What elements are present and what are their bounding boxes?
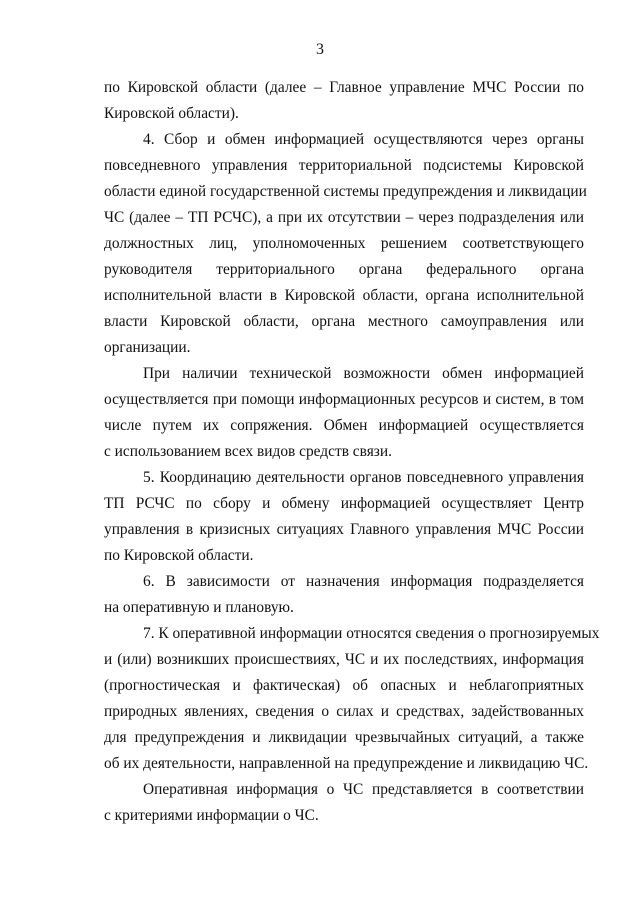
text-line: осуществляется при помощи информационных ресурсов и систем, в том: [104, 391, 584, 408]
text-line: для предупреждения и ликвидации чрезвычайных ситуаций, а также: [104, 729, 584, 746]
text-line: числе путем их сопряжения. Обмен информацией осуществляется: [104, 417, 584, 434]
text-line: организации.: [104, 339, 191, 356]
text-line: должностных лиц, уполномоченных решением соответствующего: [104, 235, 584, 252]
text-line: ТП РСЧС по сбору и обмену информацией осуществляет Центр: [104, 495, 584, 512]
text-line: повседневного управления территориальной подсистемы Кировской: [104, 157, 584, 174]
text-line: ЧС (далее – ТП РСЧС), а при их отсутствии – через подразделения или: [104, 209, 584, 226]
text-line: (прогностическая и фактическая) об опасных и неблагоприятных: [104, 677, 584, 694]
paragraph-first-line: Оперативная информация о ЧС представляется в соответствии: [143, 781, 584, 798]
text-line: управления в кризисных ситуациях Главного управления МЧС России: [104, 521, 584, 538]
text-line: по Кировской области.: [104, 547, 254, 564]
text-line: с использованием всех видов средств связи.: [104, 443, 392, 460]
text-line: исполнительной власти в Кировской области, органа исполнительной: [104, 287, 584, 304]
page-number: 3: [316, 41, 324, 58]
text-line: Кировской области).: [104, 105, 239, 122]
paragraph-first-line: 5. Координацию деятельности органов повседневного управления: [143, 469, 584, 486]
paragraph-first-line: 6. В зависимости от назначения информация подразделяется: [143, 573, 584, 590]
text-line: по Кировской области (далее – Главное управление МЧС России по: [104, 79, 584, 96]
text-line: с критериями информации о ЧС.: [104, 807, 319, 824]
paragraph-first-line: При наличии технической возможности обмен информацией: [143, 365, 584, 382]
paragraph-first-line: 4. Сбор и обмен информацией осуществляются через органы: [143, 131, 584, 148]
text-line: об их деятельности, направленной на предупреждение и ликвидацию ЧС.: [104, 755, 589, 772]
text-line: природных явлениях, сведения о силах и средствах, задействованных: [104, 703, 584, 720]
text-line: на оперативную и плановую.: [104, 599, 294, 616]
paragraph-first-line: 7. К оперативной информации относятся сведения о прогнозируемых: [143, 625, 600, 642]
text-line: власти Кировской области, органа местного самоуправления или: [104, 313, 584, 330]
text-line: и (или) возникших происшествиях, ЧС и их последствиях, информация: [104, 651, 584, 668]
text-line: области единой государственной системы предупреждения и ликвидации: [104, 183, 587, 200]
text-line: руководителя территориального органа федерального органа: [104, 261, 584, 278]
